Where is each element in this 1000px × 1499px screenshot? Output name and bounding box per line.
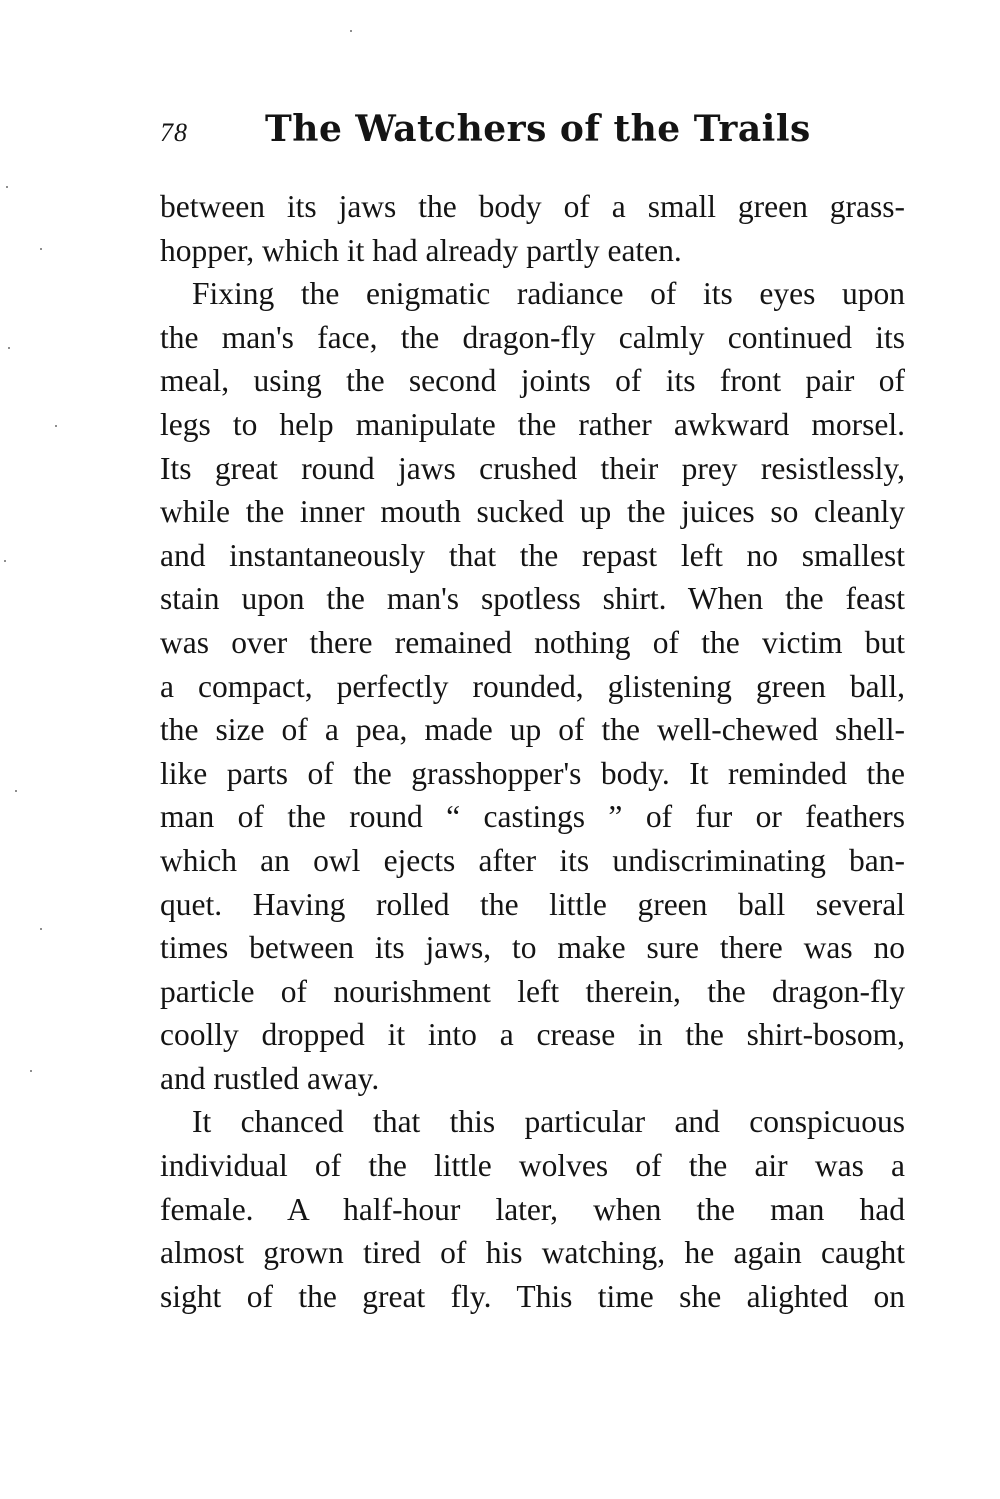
scan-speck bbox=[30, 1070, 32, 1072]
text-line: meal, using the second joints of its front pair of bbox=[160, 363, 905, 399]
text-line: which an owl ejects after its undiscriminating ban- bbox=[160, 842, 905, 878]
paragraph bbox=[160, 1100, 905, 1318]
page-header bbox=[160, 108, 920, 160]
running-head: The Watchers of the Trails bbox=[265, 108, 811, 150]
scan-speck bbox=[4, 560, 6, 562]
scan-speck bbox=[350, 30, 352, 32]
text-line: It chanced that this particular and conspicuous bbox=[192, 1104, 905, 1140]
paragraph bbox=[160, 185, 905, 272]
text-line: was over there remained nothing of the victim but bbox=[160, 624, 905, 660]
text-line: between its jaws the body of a small green grass- bbox=[160, 189, 905, 224]
text-line: while the inner mouth sucked up the juices so cleanly bbox=[160, 494, 905, 530]
text-line: and instantaneously that the repast left no smallest bbox=[160, 537, 905, 573]
text-line: hopper, which it had already partly eaten. bbox=[160, 232, 682, 268]
scan-speck bbox=[40, 928, 42, 930]
text-line: Its great round jaws crushed their prey resistlessly, bbox=[160, 450, 905, 486]
text-line: like parts of the grasshopper's body. It reminded the bbox=[160, 755, 905, 791]
text-line: sight of the great fly. This time she alighted on bbox=[160, 1278, 905, 1314]
text-line: almost grown tired of his watching, he again caught bbox=[160, 1235, 905, 1271]
text-line: stain upon the man's spotless shirt. When the feast bbox=[160, 581, 905, 617]
text-line: quet. Having rolled the little green ball several bbox=[160, 886, 905, 922]
text-line: man of the round “ castings ” of fur or feathers bbox=[160, 799, 905, 835]
text-line: the size of a pea, made up of the well-chewed shell- bbox=[160, 712, 905, 748]
paragraph bbox=[160, 272, 905, 1100]
text-line: Fixing the enigmatic radiance of its eyes upon bbox=[192, 276, 905, 312]
text-line: legs to help manipulate the rather awkward morsel. bbox=[160, 406, 905, 442]
scan-speck bbox=[15, 790, 17, 792]
text-line: and rustled away. bbox=[160, 1060, 380, 1096]
text-line: individual of the little wolves of the air was a bbox=[160, 1148, 905, 1184]
body-text bbox=[160, 185, 905, 1318]
scan-speck bbox=[6, 186, 8, 188]
scan-speck bbox=[55, 425, 57, 427]
text-line: female. A half-hour later, when the man had bbox=[160, 1191, 905, 1227]
text-line: the man's face, the dragon-fly calmly continued its bbox=[160, 319, 905, 355]
text-line: times between its jaws, to make sure there was no bbox=[160, 930, 905, 966]
page-number: 78 bbox=[160, 118, 188, 147]
scan-speck bbox=[40, 248, 42, 250]
text-line: coolly dropped it into a crease in the shirt-bosom, bbox=[160, 1017, 905, 1053]
text-line: particle of nourishment left therein, the dragon-fly bbox=[160, 973, 905, 1009]
scan-speck bbox=[8, 347, 10, 349]
text-line: a compact, perfectly rounded, glistening green ball, bbox=[160, 668, 905, 704]
